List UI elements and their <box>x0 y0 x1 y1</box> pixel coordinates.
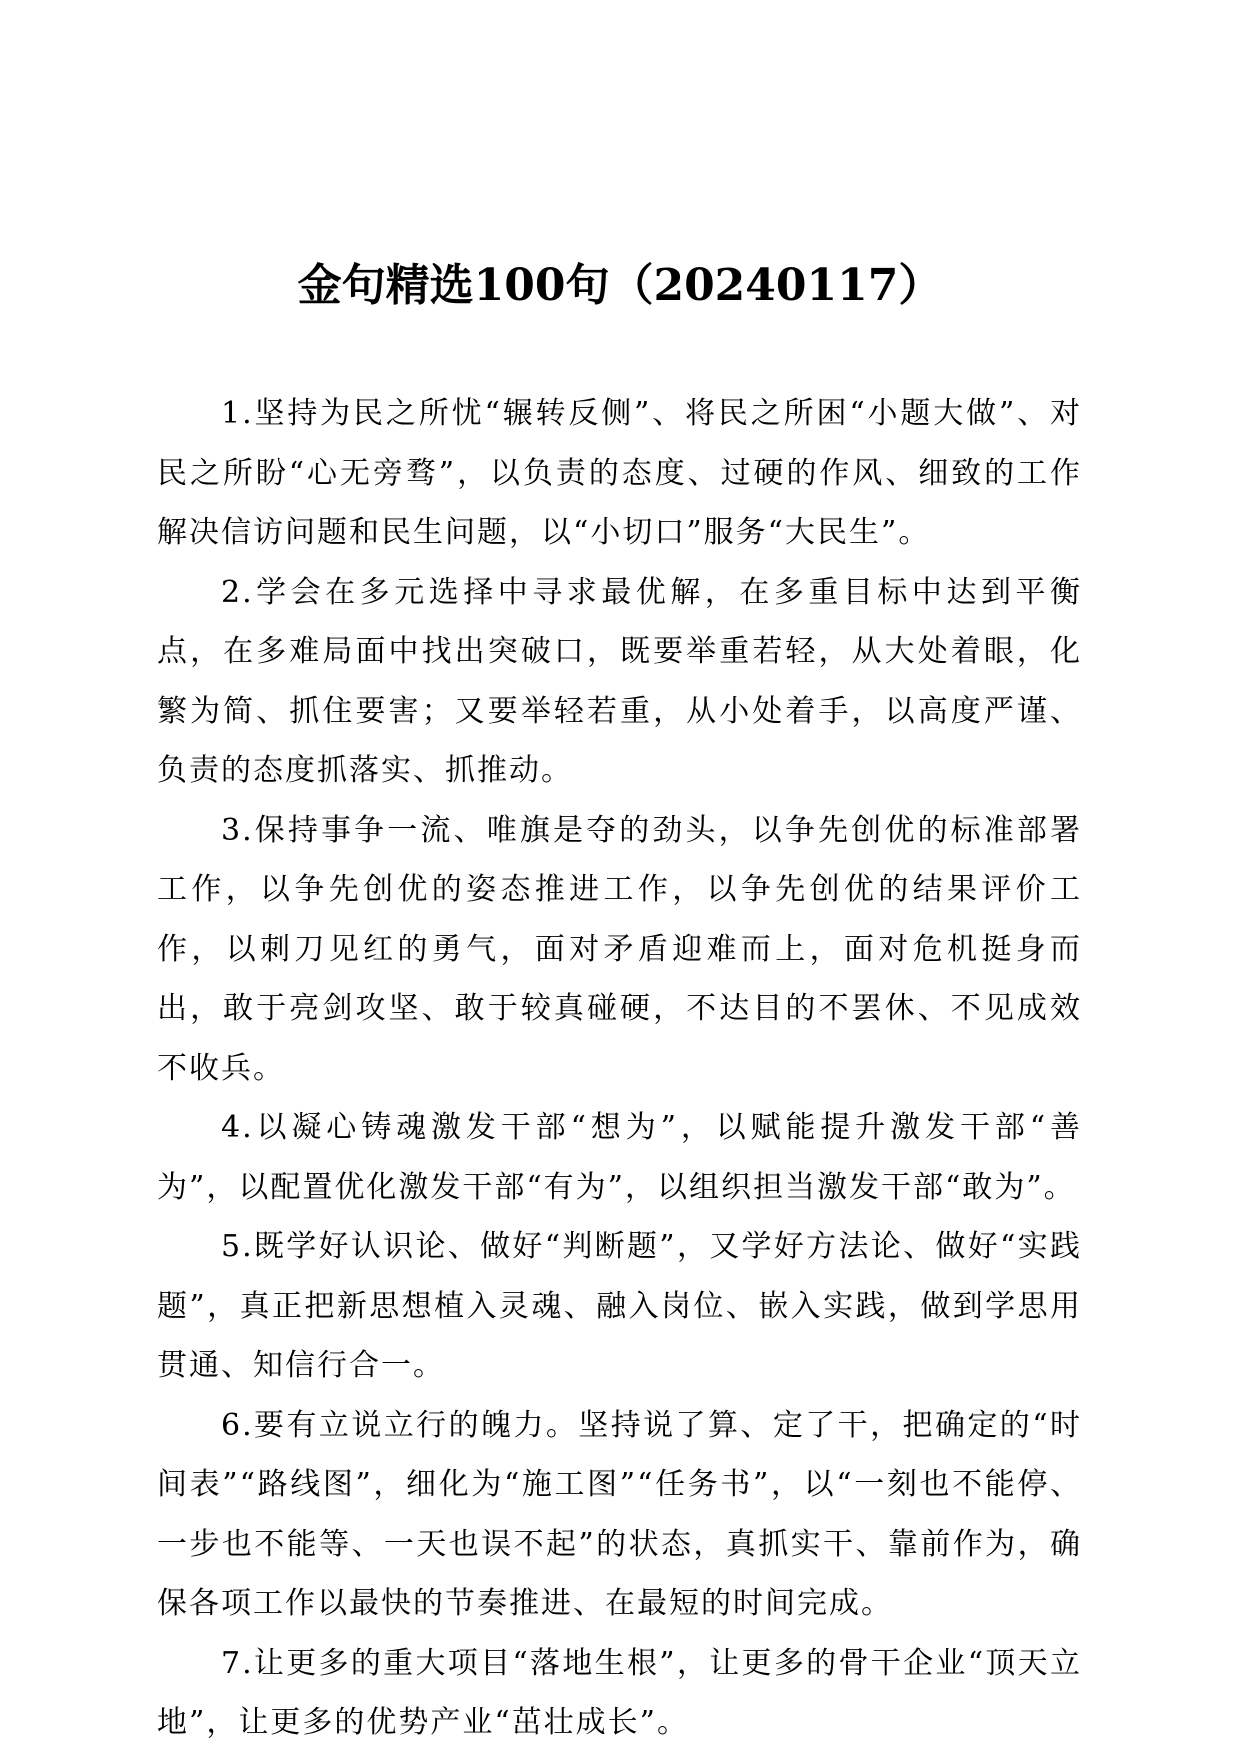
paragraph-1: 1.坚持为民之所忧“辗转反侧”、将民之所困“小题大做”、对民之所盼“心无旁骛”，以负责的态度、过硬的作风、细致的工作解决信访问题和民生问题，以“小切口”服务“大民生”。 <box>157 396 1082 550</box>
paragraph-6: 6.要有立说立行的魄力。坚持说了算、定了干，把确定的“时间表”“路线图”，细化为“施工图”“任务书”，以“一刻也不能停、一步也不能等、一天也误不起”的状态，真抓实干、靠前作为，确保各项工作以最快的节奏推进、在最短的时间完成。 <box>157 1407 1082 1621</box>
paragraph-2: 2.学会在多元选择中寻求最优解，在多重目标中达到平衡点，在多难局面中找出突破口，既要举重若轻，从大处着眼，化繁为简、抓住要害；又要举轻若重，从小处着手，以高度严谨、负责的态度抓落实、抓推动。 <box>157 574 1082 788</box>
paragraph-5: 5.既学好认识论、做好“判断题”，又学好方法论、做好“实践题”，真正把新思想植入灵魂、融入岗位、嵌入实践，做到学思用贯通、知信行合一。 <box>157 1229 1082 1383</box>
page-title: 金句精选100句（20240117） <box>297 260 943 311</box>
paragraph-7: 7.让更多的重大项目“落地生根”，让更多的骨干企业“顶天立地”，让更多的优势产业“茁壮成长”。 <box>157 1645 1082 1740</box>
paragraph-3: 3.保持事争一流、唯旗是夺的劲头，以争先创优的标准部署工作，以争先创优的姿态推进工作，以争先创优的结果评价工作，以刺刀见红的勇气，面对矛盾迎难而上，面对危机挺身而出，敢于亮剑攻坚、敢于较真碰硬，不达目的不罢休、不见成效不收兵。 <box>157 812 1082 1086</box>
paragraph-4: 4.以凝心铸魂激发干部“想为”，以赋能提升激发干部“善为”，以配置优化激发干部“有为”，以组织担当激发干部“敢为”。 <box>157 1110 1082 1205</box>
document-body <box>157 384 1082 1753</box>
